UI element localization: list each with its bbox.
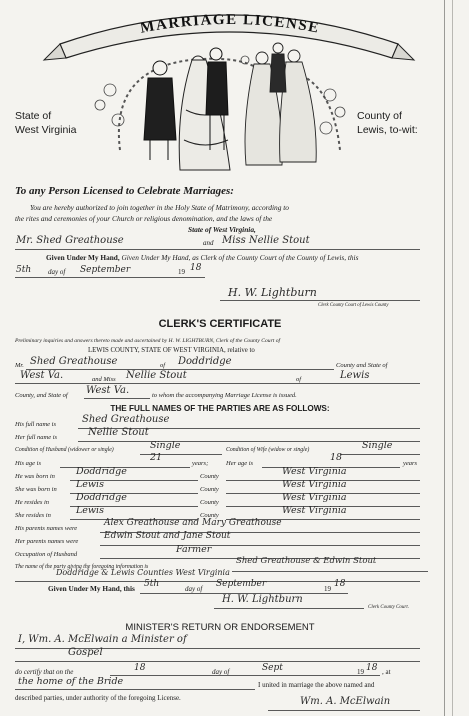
place-row-state-handwritten: West Virginia xyxy=(282,505,347,516)
place-row-county-handwritten: Lewis xyxy=(76,505,104,516)
license-body-line-3: State of West Virginia, xyxy=(188,225,256,234)
miss-name-handwritten: Nellie Stout xyxy=(126,370,187,381)
return-year-prefix: 19 xyxy=(357,668,364,676)
state-label: State of xyxy=(15,110,52,122)
license-month-handwritten: September xyxy=(80,265,131,275)
miss-state-line xyxy=(84,398,150,399)
bride-name-handwritten: Miss Nellie Stout xyxy=(222,235,310,246)
place-row-state-handwritten: West Virginia xyxy=(282,466,347,477)
return-heading: MINISTER'S RETURN OR ENDORSEMENT xyxy=(125,622,315,633)
place-row-label: He was born in xyxy=(15,473,55,480)
license-heading: To any Person Licensed to Celebrate Marriages: xyxy=(15,185,234,197)
his-parents-handwritten: Alex Greathouse and Mary Greathouse xyxy=(104,518,282,528)
license-given-text: Given Under My Hand, Given Under My Hand, as Clerk of the County Court of the County of Lewis, this xyxy=(46,253,359,262)
county-label: County of xyxy=(357,110,402,122)
her-parents-line xyxy=(100,545,420,546)
return-place-line xyxy=(15,689,255,690)
certificate-given-text xyxy=(48,584,135,593)
condition-wife-label: Condition of Wife (widow or single) xyxy=(226,447,310,453)
place-row-state-handwritten: West Virginia xyxy=(282,492,347,503)
described-text: described parties, under authority of the foregoing License. xyxy=(15,694,181,702)
return-day-of-label: day of xyxy=(212,668,230,676)
return-minister-line-handwritten: I, Wm. A. McElwain a Minister of xyxy=(18,634,187,645)
license-year-handwritten: 18 xyxy=(190,263,202,273)
minister-signature-line xyxy=(268,710,420,711)
informant-label: The name of the party giving the foregoing information is xyxy=(15,564,149,570)
to-whom-text: to whom the accompanying Marriage License is issued. xyxy=(152,392,297,399)
certificate-given-label: Given Under My Hand, this xyxy=(48,584,135,593)
miss-state-handwritten: West Va. xyxy=(86,385,130,396)
certificate-intro-line-2: LEWIS COUNTY, STATE OF WEST VIRGINIA, relative to xyxy=(88,347,255,354)
of-label: of xyxy=(160,362,166,369)
certificate-month-handwritten: September xyxy=(216,579,267,589)
informant-handwritten: Shed Greathouse & Edwin Stout xyxy=(236,556,377,566)
occupation-handwritten: Farmer xyxy=(176,544,212,555)
her-years-label: years xyxy=(403,460,418,467)
license-signature-line xyxy=(220,300,420,301)
page-edge-line xyxy=(444,0,445,716)
mr-label: Mr. xyxy=(15,362,24,369)
return-line-2 xyxy=(15,661,420,662)
certificate-year-handwritten: 18 xyxy=(334,579,346,589)
return-date-line xyxy=(110,675,380,676)
occupation-label: Occupation of Husband xyxy=(15,551,78,558)
miss-county-handwritten: Lewis xyxy=(340,370,370,381)
certificate-clerk-signature: H. W. Lightburn xyxy=(222,594,303,605)
certificate-heading: CLERK'S CERTIFICATE xyxy=(158,318,282,330)
united-text: I united in marriage the above named and xyxy=(258,681,375,689)
place-row-county-label: County xyxy=(200,473,219,480)
certificate-day-handwritten: 5th xyxy=(144,579,160,589)
informant-line xyxy=(232,571,428,572)
place-row-county-label: County xyxy=(200,486,219,493)
informant-address-handwritten: Doddridge & Lewis Counties West Virginia xyxy=(56,568,230,577)
place-row-county-label: County xyxy=(200,512,219,519)
bridesmaid-figures xyxy=(245,43,316,165)
her-age-handwritten: 18 xyxy=(330,452,343,463)
condition-husband-handwritten: Single xyxy=(150,440,181,451)
place-row-county-handwritten: Doddridge xyxy=(76,466,127,477)
his-age-label: His age is xyxy=(15,460,41,467)
return-month-handwritten: Sept xyxy=(262,663,283,673)
certificate-signature-line xyxy=(214,608,364,609)
license-clerk-caption: Clerk County Court of Lewis County xyxy=(318,303,389,308)
and-label: and xyxy=(203,239,214,247)
mr-name-handwritten: Shed Greathouse xyxy=(30,356,118,367)
his-age-handwritten: 21 xyxy=(150,452,163,463)
of-label-2: of xyxy=(296,376,302,383)
minister-signature: Wm. A. McElwain xyxy=(300,696,391,707)
names-line xyxy=(15,249,420,250)
place-row-county-handwritten: Doddridge xyxy=(76,492,127,503)
license-date-line xyxy=(15,277,205,278)
license-day-of-label: day of xyxy=(48,268,66,276)
county-name: Lewis, to-wit: xyxy=(357,124,418,136)
place-row-label: She was born in xyxy=(15,486,57,493)
minister-figure xyxy=(144,61,176,160)
place-row-label: She resides in xyxy=(15,512,51,519)
banner-illustration xyxy=(0,0,440,180)
condition-husband-label: Condition of Husband (widower or single) xyxy=(15,447,114,453)
groom-name-handwritten: Mr. Shed Greathouse xyxy=(16,235,124,246)
county-state-label: County and State of xyxy=(336,362,388,369)
return-gospel-handwritten: Gospel xyxy=(68,647,103,658)
license-given-rest: Given Under My Hand, as Clerk of the County Court of the County of Lewis, this xyxy=(121,253,359,262)
place-row-county-label: County xyxy=(200,499,219,506)
license-body-line-1: You are hereby authorized to join together in the Holy State of Matrimony, according to xyxy=(30,203,289,212)
do-certify-label: do certify that on the xyxy=(15,668,74,676)
his-parents-label: His parents names were xyxy=(15,525,78,532)
license-year-prefix: 19 xyxy=(178,268,185,276)
her-parents-handwritten: Edwin Stout and Jane Stout xyxy=(104,531,231,541)
certificate-year-prefix: 19 xyxy=(324,585,331,593)
his-full-name-handwritten: Shed Greathouse xyxy=(82,414,170,425)
banner-text: MARRIAGE LICENSE xyxy=(139,11,321,37)
place-row-state-handwritten: West Virginia xyxy=(282,479,347,490)
mr-county-handwritten: Doddridge xyxy=(178,356,232,367)
return-at-label: , at xyxy=(382,668,391,676)
her-age-label: Her age is xyxy=(226,460,254,467)
license-day-handwritten: 5th xyxy=(16,265,32,275)
state-name: West Virginia xyxy=(15,124,77,136)
certificate-intro-line-1: Preliminary inquiries and answers thereto made and ascertained by H. W. LIGHTBURN, Clerk of the County Court of xyxy=(15,338,281,344)
and-miss-label: and Miss xyxy=(92,376,116,383)
his-full-name-label: His full name is xyxy=(15,421,56,428)
place-row-label: He resides in xyxy=(15,499,50,506)
her-full-name-label: Her full name is xyxy=(15,434,58,441)
certificate-clerk-caption: Clerk County Court. xyxy=(368,605,409,610)
page-edge-line xyxy=(452,0,453,716)
her-parents-label: Her parents names were xyxy=(15,538,79,545)
condition-wife-line xyxy=(340,454,420,455)
license-clerk-signature: H. W. Lightburn xyxy=(228,286,317,299)
place-row-county-handwritten: Lewis xyxy=(76,479,104,490)
miss-line xyxy=(15,383,420,384)
condition-wife-handwritten: Single xyxy=(362,440,393,451)
license-body-line-2: the rites and ceremonies of your Church or religious denomination, and the laws of the xyxy=(15,214,273,223)
mr-state-handwritten: West Va. xyxy=(20,370,64,381)
certificate-day-of-label: day of xyxy=(185,585,203,593)
return-place-handwritten: the home of the Bride xyxy=(18,676,124,687)
return-year-handwritten: 18 xyxy=(366,663,378,673)
her-full-name-handwritten: Nellie Stout xyxy=(88,427,149,438)
full-names-heading: THE FULL NAMES OF THE PARTIES ARE AS FOLLOWS: xyxy=(110,404,330,413)
return-day-handwritten: 18 xyxy=(134,663,146,673)
county-state2-label: County, and State of xyxy=(15,392,68,399)
his-years-label: years; xyxy=(192,460,209,467)
